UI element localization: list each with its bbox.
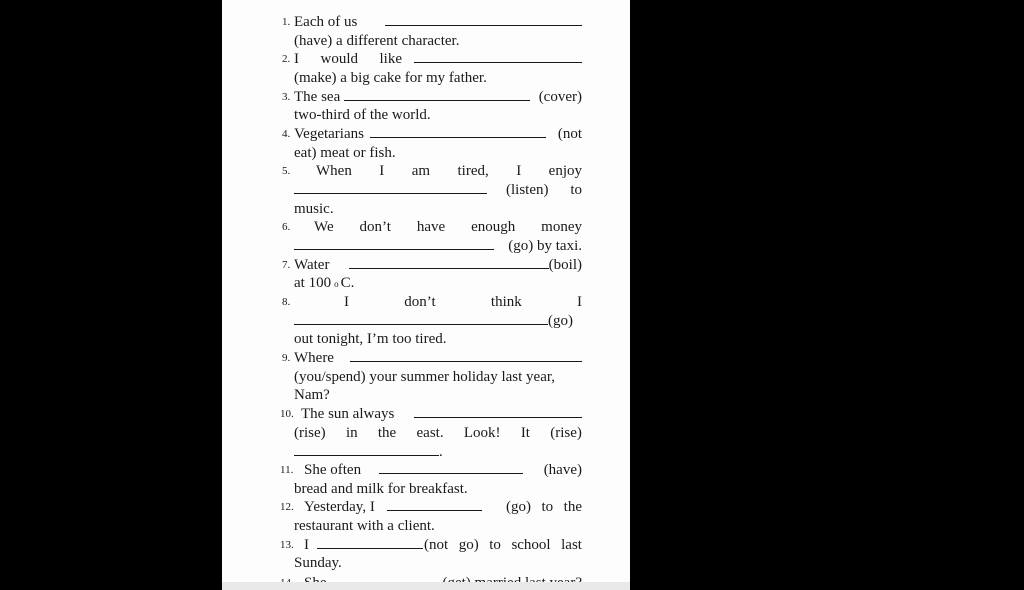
- item-line: [294, 218, 582, 236]
- item-number: 10.: [280, 408, 294, 420]
- item-text: (go) by taxi.: [508, 238, 582, 254]
- item-line: [294, 443, 582, 461]
- item-word: I: [344, 294, 349, 310]
- item-text: Water: [294, 257, 330, 273]
- item-word: the: [563, 499, 582, 515]
- item-number: 5.: [282, 165, 291, 177]
- item-word: the: [377, 425, 397, 441]
- item-line: [304, 536, 582, 554]
- item-line: [294, 386, 582, 404]
- item-number: 6.: [282, 221, 291, 233]
- item-word: have: [416, 219, 446, 235]
- item-word: think: [490, 294, 522, 310]
- item-line: [294, 554, 582, 572]
- answer-blank[interactable]: [294, 443, 439, 456]
- item-number: 7.: [282, 259, 291, 271]
- degree-symbol: o: [334, 279, 339, 289]
- item-line: [294, 293, 582, 311]
- item-number: 13.: [280, 539, 294, 551]
- item-text: at 100: [294, 275, 332, 291]
- item-word: school: [511, 537, 551, 553]
- item-word: I: [379, 163, 385, 179]
- page-edge-divider: [222, 582, 630, 590]
- item-text: The sun always: [301, 406, 395, 422]
- item-line: [294, 32, 582, 50]
- item-word: money: [541, 219, 582, 235]
- item-text: (have): [543, 462, 582, 478]
- answer-blank[interactable]: [294, 312, 548, 325]
- item-text: (boil): [548, 257, 582, 273]
- item-word: (listen): [506, 182, 549, 198]
- item-word: Look!: [463, 425, 501, 441]
- item-text: Yesterday, I: [304, 499, 375, 515]
- item-text: C.: [340, 275, 355, 291]
- answer-blank[interactable]: [379, 461, 523, 474]
- item-text: Nam?: [294, 387, 330, 403]
- item-line: [301, 405, 582, 423]
- item-text: She often: [304, 462, 362, 478]
- item-word: I: [516, 163, 522, 179]
- item-text: Each of us: [294, 14, 358, 30]
- item-line: [294, 69, 582, 87]
- item-line: [294, 200, 582, 218]
- item-line: [294, 88, 582, 106]
- item-word: We: [314, 219, 334, 235]
- answer-blank[interactable]: [385, 13, 582, 26]
- item-number: 8.: [282, 296, 291, 308]
- item-word: go): [458, 537, 479, 553]
- item-text: eat) meat or fish.: [294, 145, 396, 161]
- item-word: in: [345, 425, 358, 441]
- item-word: don’t: [404, 294, 436, 310]
- item-word: (not: [424, 537, 449, 553]
- item-word: (go): [506, 499, 531, 515]
- item-text: .: [439, 444, 443, 460]
- answer-blank[interactable]: [349, 256, 549, 269]
- item-text: (go): [548, 313, 573, 329]
- item-text: (make) a big cake for my father.: [294, 70, 487, 86]
- item-text: Where: [294, 350, 334, 366]
- item-number: 4.: [282, 128, 291, 140]
- item-word: tired,: [457, 163, 489, 179]
- item-line: [294, 144, 582, 162]
- item-line: [294, 125, 582, 143]
- item-word: don’t: [359, 219, 391, 235]
- item-text: out tonight, I’m too tired.: [294, 331, 447, 347]
- item-line: [304, 461, 582, 479]
- item-word: I: [294, 51, 299, 67]
- answer-blank[interactable]: [344, 88, 530, 101]
- item-line: [304, 498, 582, 516]
- item-word: would: [320, 51, 358, 67]
- item-number: 1.: [282, 16, 291, 28]
- answer-blank[interactable]: [414, 50, 582, 63]
- item-word: When: [316, 163, 352, 179]
- item-line: [294, 312, 582, 330]
- item-number: 12.: [280, 501, 294, 513]
- item-text: Sunday.: [294, 555, 342, 571]
- answer-blank[interactable]: [370, 125, 546, 138]
- item-text: two-third of the world.: [294, 107, 431, 123]
- answer-blank[interactable]: [294, 181, 487, 194]
- item-word: (rise): [294, 425, 326, 441]
- item-text: I: [304, 537, 309, 553]
- item-text: (not: [557, 126, 582, 142]
- item-line: [294, 349, 582, 367]
- item-line: [294, 106, 582, 124]
- item-line: [294, 162, 582, 180]
- item-word: I: [577, 294, 582, 310]
- item-word: It: [520, 425, 530, 441]
- item-number: 3.: [282, 91, 291, 103]
- item-number: 11.: [280, 464, 294, 476]
- answer-blank[interactable]: [387, 498, 482, 511]
- item-text: Vegetarians: [294, 126, 364, 142]
- item-word: enough: [471, 219, 516, 235]
- item-text: restaurant with a client.: [294, 518, 435, 534]
- item-line: [294, 274, 582, 292]
- item-text: (have) a different character.: [294, 33, 460, 49]
- item-line: [294, 368, 582, 386]
- item-line: [294, 330, 582, 348]
- item-word: east.: [416, 425, 444, 441]
- item-line: [294, 424, 582, 442]
- item-text: (cover): [538, 89, 582, 105]
- answer-blank[interactable]: [350, 349, 582, 362]
- item-line: [294, 517, 582, 535]
- answer-blank[interactable]: [294, 237, 494, 250]
- item-word: to: [570, 182, 582, 198]
- item-line: [294, 181, 582, 199]
- item-line: [294, 13, 582, 31]
- item-text: The sea: [294, 89, 341, 105]
- answer-blank[interactable]: [317, 536, 423, 549]
- item-number: 2.: [282, 53, 291, 65]
- item-word: am: [411, 163, 431, 179]
- item-text: (you/spend) your summer holiday last year,: [294, 369, 556, 385]
- item-word: like: [379, 51, 402, 67]
- item-line: [294, 480, 582, 498]
- item-line: [294, 237, 582, 255]
- item-word: to: [489, 537, 501, 553]
- worksheet-page: [222, 0, 630, 590]
- item-word: enjoy: [548, 163, 582, 179]
- item-word: to: [541, 499, 554, 515]
- item-text: bread and milk for breakfast.: [294, 481, 468, 497]
- item-word: (rise): [550, 425, 582, 441]
- item-line: [294, 256, 582, 274]
- answer-blank[interactable]: [414, 405, 582, 418]
- item-line: [294, 50, 582, 68]
- item-word: last: [561, 537, 582, 553]
- item-number: 9.: [282, 352, 291, 364]
- item-text: music.: [294, 201, 334, 217]
